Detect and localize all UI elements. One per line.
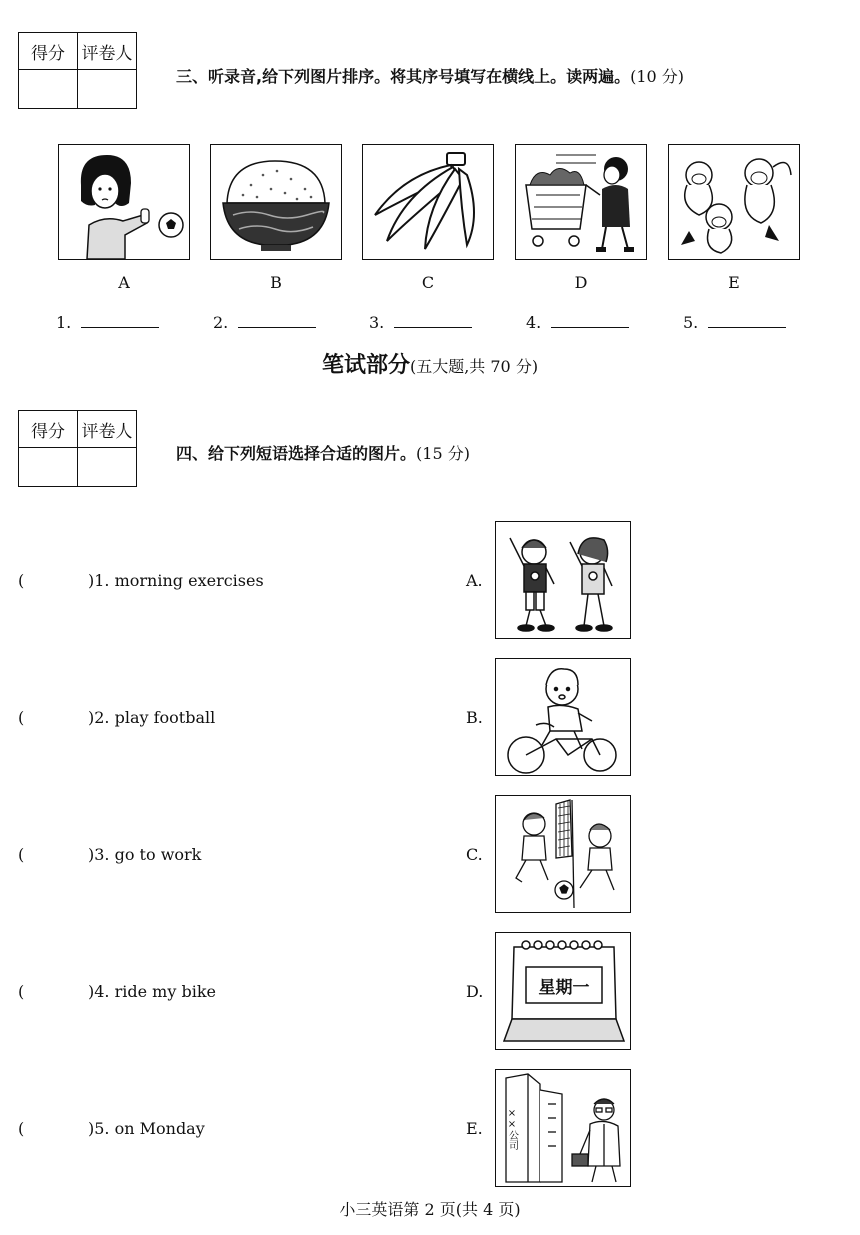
picture-e-monkeys bbox=[668, 144, 800, 260]
option-a-letter: A. bbox=[466, 571, 483, 590]
score-cell[interactable] bbox=[19, 448, 78, 487]
bananas-icon bbox=[363, 145, 493, 259]
option-c-letter: C. bbox=[466, 845, 483, 864]
picture-c-label: C bbox=[421, 273, 435, 292]
answer-paren[interactable]: ( bbox=[18, 982, 25, 1001]
question-text: )2. play football bbox=[88, 708, 216, 727]
section4-title-text: 四、给下列短语选择合适的图片。 bbox=[176, 444, 417, 463]
option-e-letter: E. bbox=[466, 1119, 483, 1138]
answer-paren[interactable]: ( bbox=[18, 845, 25, 864]
answer-paren[interactable]: ( bbox=[18, 1119, 25, 1138]
question-4 bbox=[18, 982, 216, 1001]
section3-points: (10 分) bbox=[630, 67, 685, 86]
girl-shopping-cart-icon bbox=[516, 145, 646, 259]
blank-number: 5. bbox=[683, 313, 699, 332]
blank-line[interactable] bbox=[551, 313, 629, 328]
blank-number: 2. bbox=[213, 313, 229, 332]
option-d-letter: D. bbox=[466, 982, 484, 1001]
blank-number: 3. bbox=[369, 313, 385, 332]
option-b-letter: B. bbox=[466, 708, 483, 727]
picture-d-girl-shopping-cart bbox=[515, 144, 647, 260]
picture-b-bowl-of-rice bbox=[210, 144, 342, 260]
grader-label: 评卷人 bbox=[78, 411, 137, 448]
page-footer: 小三英语第 2 页(共 4 页) bbox=[339, 1200, 521, 1219]
question-text: )5. on Monday bbox=[88, 1119, 205, 1138]
score-cell[interactable] bbox=[19, 70, 78, 109]
score-table-section3 bbox=[18, 32, 137, 109]
section4-points: (15 分) bbox=[416, 444, 470, 463]
office-sign-text: ××公司 bbox=[506, 1108, 518, 1150]
grader-label: 评卷人 bbox=[78, 33, 137, 70]
question-text: )1. morning exercises bbox=[88, 571, 264, 590]
kids-exercising-icon bbox=[496, 522, 630, 638]
blank-line[interactable] bbox=[81, 313, 159, 328]
question-5 bbox=[18, 1119, 205, 1138]
section3-title bbox=[176, 64, 684, 87]
answer-blank-1[interactable] bbox=[56, 313, 159, 332]
blank-number: 4. bbox=[526, 313, 542, 332]
score-label: 得分 bbox=[19, 411, 78, 448]
man-going-to-office-icon bbox=[496, 1070, 630, 1186]
question-3 bbox=[18, 845, 201, 864]
desk-calendar-icon bbox=[496, 933, 630, 1049]
answer-blank-4[interactable] bbox=[526, 313, 629, 332]
picture-d-label: D bbox=[574, 273, 588, 292]
written-part-subtitle: (五大题,共 70 分) bbox=[409, 357, 539, 376]
question-1 bbox=[18, 571, 264, 590]
grader-cell[interactable] bbox=[78, 448, 137, 487]
answer-blank-5[interactable] bbox=[683, 313, 786, 332]
option-b-boy-riding-bike bbox=[495, 658, 631, 776]
option-c-kids-playing-football bbox=[495, 795, 631, 913]
girl-with-football-icon bbox=[59, 145, 189, 259]
picture-a-girl-with-football bbox=[58, 144, 190, 260]
kids-playing-football-icon bbox=[496, 796, 630, 912]
picture-b-label: B bbox=[270, 273, 282, 292]
grader-cell[interactable] bbox=[78, 70, 137, 109]
answer-paren[interactable]: ( bbox=[18, 708, 25, 727]
written-part-title-text: 笔试部分 bbox=[321, 353, 410, 378]
blank-line[interactable] bbox=[238, 313, 316, 328]
boy-riding-bike-icon bbox=[496, 659, 630, 775]
question-text: )3. go to work bbox=[88, 845, 202, 864]
picture-c-bananas bbox=[362, 144, 494, 260]
picture-a-label: A bbox=[118, 273, 130, 292]
option-d-desk-calendar bbox=[495, 932, 631, 1050]
blank-number: 1. bbox=[56, 313, 72, 332]
blank-line[interactable] bbox=[394, 313, 472, 328]
blank-line[interactable] bbox=[708, 313, 786, 328]
question-text: )4. ride my bike bbox=[88, 982, 216, 1001]
monkeys-icon bbox=[669, 145, 799, 259]
option-e-man-going-to-office bbox=[495, 1069, 631, 1187]
picture-e-label: E bbox=[728, 273, 740, 292]
section3-title-text: 三、听录音,给下列图片排序。将其序号填写在横线上。读两遍。 bbox=[176, 67, 631, 86]
question-2 bbox=[18, 708, 215, 727]
answer-paren[interactable]: ( bbox=[18, 571, 25, 590]
section4-title bbox=[176, 441, 470, 464]
answer-blank-2[interactable] bbox=[213, 313, 316, 332]
bowl-of-rice-icon bbox=[211, 145, 341, 259]
option-a-kids-exercising bbox=[495, 521, 631, 639]
written-part-title bbox=[0, 348, 860, 379]
answer-blank-3[interactable] bbox=[369, 313, 472, 332]
calendar-text: 星期一 bbox=[538, 978, 590, 998]
score-table-section4 bbox=[18, 410, 137, 487]
score-label: 得分 bbox=[19, 33, 78, 70]
